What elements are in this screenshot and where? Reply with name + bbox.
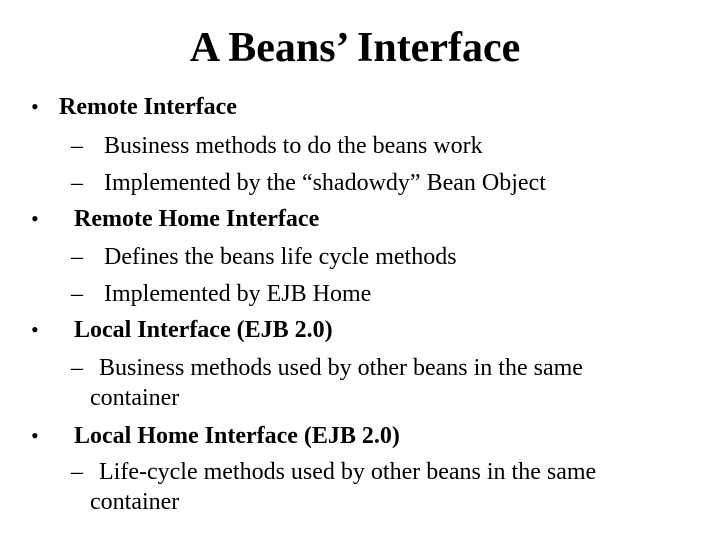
sub-item: Business methods to do the beans work [104,133,483,159]
sub-item-continuation: container [90,385,180,411]
bullet-heading-remote-home-interface: Remote Home Interface [74,206,320,232]
bullet-icon: • [31,206,39,231]
sub-item: Business methods used by other beans in the same [99,355,583,381]
sub-item: Defines the beans life cycle methods [104,244,457,270]
bullet-heading-remote-interface: Remote Interface [59,94,237,120]
dash-icon: – [71,459,83,485]
bullet-heading-local-interface: Local Interface (EJB 2.0) [74,317,333,343]
dash-icon: – [71,244,83,270]
sub-item: Implemented by the “shadowdy” Bean Object [104,170,546,196]
dash-icon: – [71,133,83,159]
slide-title: A Beans’ Interface [189,25,521,71]
bullet-icon: • [31,317,39,342]
sub-item: Life-cycle methods used by other beans in the same [99,459,597,485]
sub-item-continuation: container [90,489,180,515]
dash-icon: – [71,170,83,196]
sub-item: Implemented by EJB Home [104,281,372,307]
bullet-icon: • [31,423,39,448]
bullet-heading-local-home-interface: Local Home Interface (EJB 2.0) [74,423,400,449]
bullet-icon: • [31,94,39,119]
dash-icon: – [71,281,83,307]
dash-icon: – [71,355,83,381]
